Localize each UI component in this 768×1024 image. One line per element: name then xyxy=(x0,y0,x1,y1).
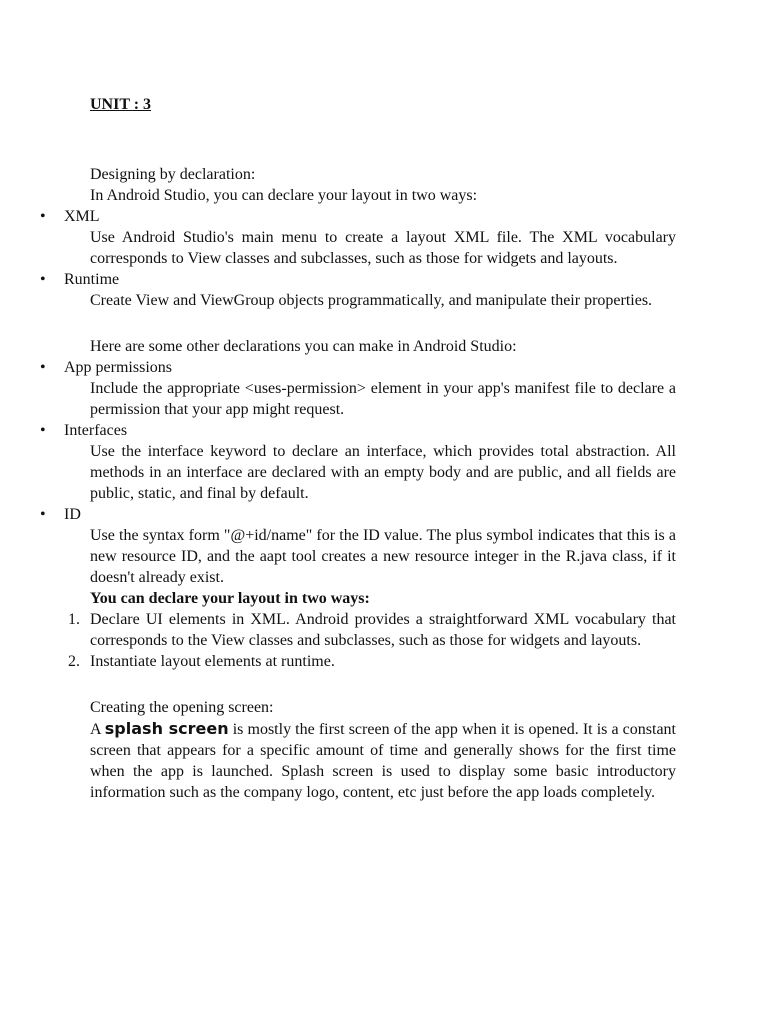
bullet-description-xml: Use Android Studio's main menu to create a layout XML file. The XML vocabulary corresponds to View classes and subclasses, such as those for widgets and layouts. xyxy=(90,229,676,267)
bullet-description-id: Use the syntax form "@+id/name" for the ID value. The plus symbol indicates that this is a new resource ID, and the aapt tool creates a new resource integer in the R.java class, if it doesn't already exist. xyxy=(90,527,676,586)
numbered-item-2 xyxy=(0,651,768,672)
bullet-icon: • xyxy=(40,422,46,439)
bullet-label: App permissions xyxy=(64,359,172,376)
splash-screen-term: splash screen xyxy=(104,719,229,738)
bullet-item-runtime xyxy=(0,269,768,290)
unit-title: UNIT : 3 xyxy=(90,96,152,113)
bullet-label: Interfaces xyxy=(64,422,128,439)
bullet-icon: • xyxy=(40,271,46,288)
bullet-label: XML xyxy=(64,208,100,225)
numbered-item-text: Instantiate layout elements at runtime. xyxy=(90,653,335,670)
section-heading-opening-screen: Creating the opening screen: xyxy=(90,699,274,716)
bullet-label: ID xyxy=(64,506,81,523)
bullet-item-id xyxy=(0,504,768,525)
numbered-item-1 xyxy=(0,609,768,651)
splash-screen-paragraph xyxy=(0,718,768,803)
paragraph-prefix: A xyxy=(90,721,105,738)
bullet-description-interfaces: Use the interface keyword to declare an interface, which provides total abstraction. All methods in an interface are declared with an empty body and are public, and all fields are public, static, and final by default. xyxy=(90,443,676,502)
bullet-description-app-permissions: Include the appropriate <uses-permission> element in your app's manifest file to declare a permission that your app might request. xyxy=(90,380,676,418)
document-body xyxy=(0,164,768,803)
bullet-item-xml xyxy=(0,206,768,227)
list-number: 2. xyxy=(68,653,80,670)
section-intro-two-ways: In Android Studio, you can declare your layout in two ways: xyxy=(90,187,478,204)
bold-heading-two-ways: You can declare your layout in two ways: xyxy=(90,590,370,607)
bullet-item-app-permissions xyxy=(0,357,768,378)
numbered-item-text: Declare UI elements in XML. Android provides a straightforward XML vocabulary that corresponds to the View classes and subclasses, such as those for widgets and layouts. xyxy=(90,611,676,649)
bullet-icon: • xyxy=(40,359,46,376)
bullet-item-interfaces xyxy=(0,420,768,441)
section-heading-designing: Designing by declaration: xyxy=(90,166,256,183)
section-intro-other-declarations: Here are some other declarations you can make in Android Studio: xyxy=(90,338,517,355)
bullet-icon: • xyxy=(40,506,46,523)
list-number: 1. xyxy=(68,611,80,628)
paragraph-rest: is mostly the first screen of the app when it is opened. It is a constant screen that appears for a specific amount of time and generally shows for the first time when the app is launched. Splash screen is used to display some basic introductory information such as the company logo, content, etc just before the app loads completely. xyxy=(90,721,676,801)
bullet-label: Runtime xyxy=(64,271,120,288)
bullet-description-runtime: Create View and ViewGroup objects programmatically, and manipulate their properties. xyxy=(90,292,653,309)
bullet-icon: • xyxy=(40,208,46,225)
